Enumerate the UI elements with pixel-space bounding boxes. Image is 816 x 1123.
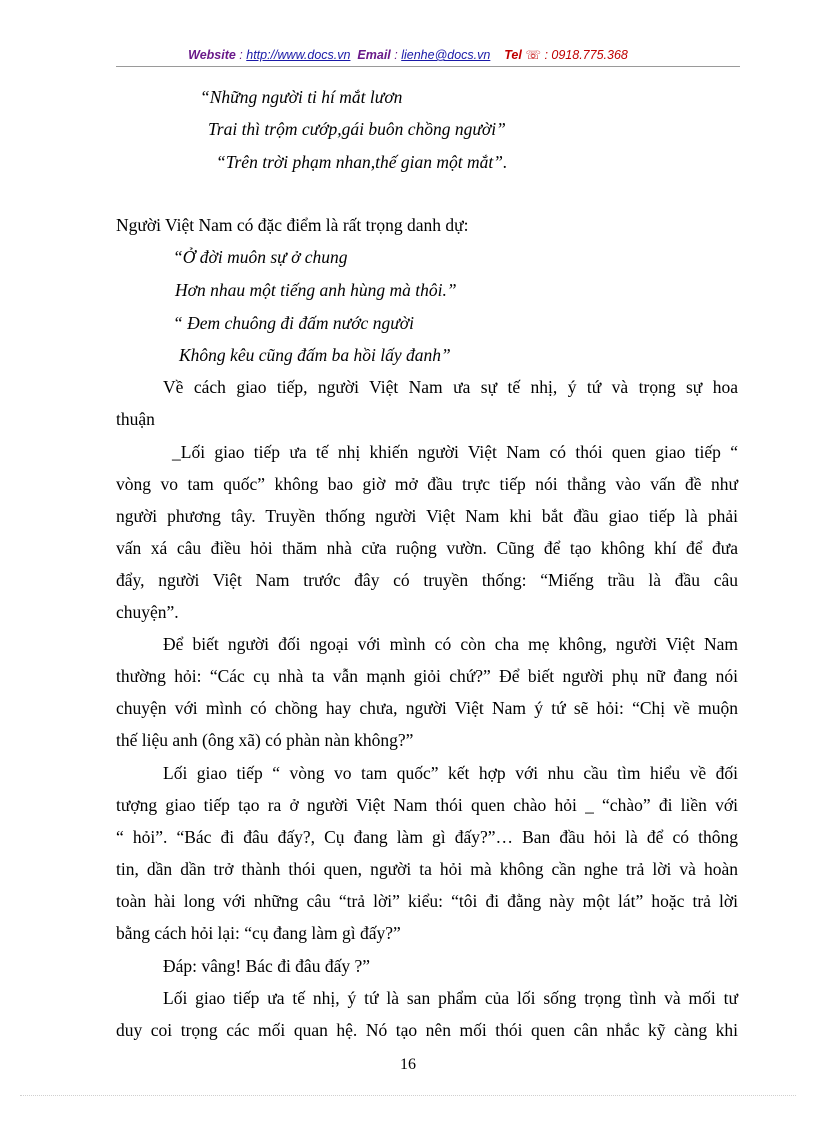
body-line: duy coi trọng các mối quan hệ. Nó tạo nên mối thói quen cân nhắc kỹ càng khi bbox=[116, 1020, 738, 1040]
poem1-line: “Những người ti hí mắt lươn bbox=[200, 87, 403, 107]
body-line: thuận bbox=[116, 409, 155, 429]
body-line: chuyện”. bbox=[116, 602, 179, 622]
poem2-line: Hơn nhau một tiếng anh hùng mà thôi.” bbox=[175, 280, 457, 300]
body-line: Lối giao tiếp “ vòng vo tam quốc” kết hợp với nhu cầu tìm hiểu về đối bbox=[163, 763, 738, 783]
body-line: Về cách giao tiếp, người Việt Nam ưa sự tế nhị, ý tứ và trọng sự hoa bbox=[163, 377, 738, 397]
body-line: thường hỏi: “Các cụ nhà ta vẫn mạnh giỏi chứ?” Để biết người phụ nữ đang nói bbox=[116, 666, 738, 686]
body-line: _Lối giao tiếp ưa tế nhị khiến người Việt Nam có thói quen giao tiếp “ bbox=[172, 442, 738, 462]
body-line: thế liệu anh (ông xã) có phàn nàn không?” bbox=[116, 730, 414, 750]
poem2-line: Không kêu cũng đấm ba hồi lấy đanh” bbox=[179, 345, 451, 365]
poem2-line: “ Đem chuông đi đấm nước người bbox=[173, 313, 414, 333]
tel-label: Tel bbox=[504, 48, 522, 62]
body-line: “ hỏi”. “Bác đi đâu đấy?, Cụ đang làm gì đấy?”… Ban đầu hỏi là để có thông bbox=[116, 827, 738, 847]
website-link[interactable]: http://www.docs.vn bbox=[246, 48, 351, 62]
body-line: chuyện với mình có chồng hay chưa, người Việt Nam ý tứ sẽ hỏi: “Chị về muộn bbox=[116, 698, 738, 718]
poem1-line: Trai thì trộm cướp,gái buôn chồng người” bbox=[208, 119, 506, 139]
body-line: tượng giao tiếp tạo ra ở người Việt Nam thói quen chào hỏi _ “chào” đi liền với bbox=[116, 795, 738, 815]
body-line: Đáp: vâng! Bác đi đâu đấy ?” bbox=[163, 956, 371, 976]
page-header: Website : http://www.docs.vn Email : lienhe@docs.vn Tel ☏ : 0918.775.368 bbox=[188, 48, 628, 62]
email-label: Email bbox=[357, 48, 391, 62]
poem1-line: “Trên trời phạm nhan,thế gian một mắt”. bbox=[216, 152, 508, 172]
phone-icon: ☏ bbox=[525, 48, 541, 62]
page-number: 16 bbox=[400, 1056, 416, 1073]
body-line: toàn hài long với những câu “trả lời” kiểu: “tôi đi đằng này một lát” hoặc trả lời bbox=[116, 891, 738, 911]
body-line: vòng vo tam quốc” không bao giờ mở đầu trực tiếp nói thẳng vào vấn đề như bbox=[116, 474, 738, 494]
page-bottom-divider bbox=[20, 1095, 796, 1096]
website-label: Website bbox=[188, 48, 236, 62]
intro-paragraph: Người Việt Nam có đặc điểm là rất trọng danh dự: bbox=[116, 215, 469, 235]
poem2-line: “Ở đời muôn sự ở chung bbox=[173, 247, 348, 267]
body-line: bằng cách hỏi lại: “cụ đang làm gì đấy?” bbox=[116, 923, 401, 943]
body-line: đẩy, người Việt Nam trước đây có truyền thống: “Miếng trầu là đầu câu bbox=[116, 570, 738, 590]
body-line: tin, dần dần trở thành thói quen, người ta hỏi mà không cần nghe trả lời và hoàn bbox=[116, 859, 738, 879]
header-divider bbox=[116, 66, 740, 67]
body-line: Để biết người đối ngoại với mình có còn cha mẹ không, người Việt Nam bbox=[163, 634, 738, 654]
body-line: Lối giao tiếp ưa tế nhị, ý tứ là san phẩm của lối sống trọng tình và mối tư bbox=[163, 988, 738, 1008]
body-line: người phương tây. Truyền thống người Việt Nam khi bắt đầu giao tiếp là phải bbox=[116, 506, 738, 526]
body-line: vấn xá câu điều hỏi thăm nhà cửa ruộng vườn. Cũng để tạo không khí để đưa bbox=[116, 538, 738, 558]
email-link[interactable]: lienhe@docs.vn bbox=[401, 48, 491, 62]
tel-number: 0918.775.368 bbox=[551, 48, 628, 62]
